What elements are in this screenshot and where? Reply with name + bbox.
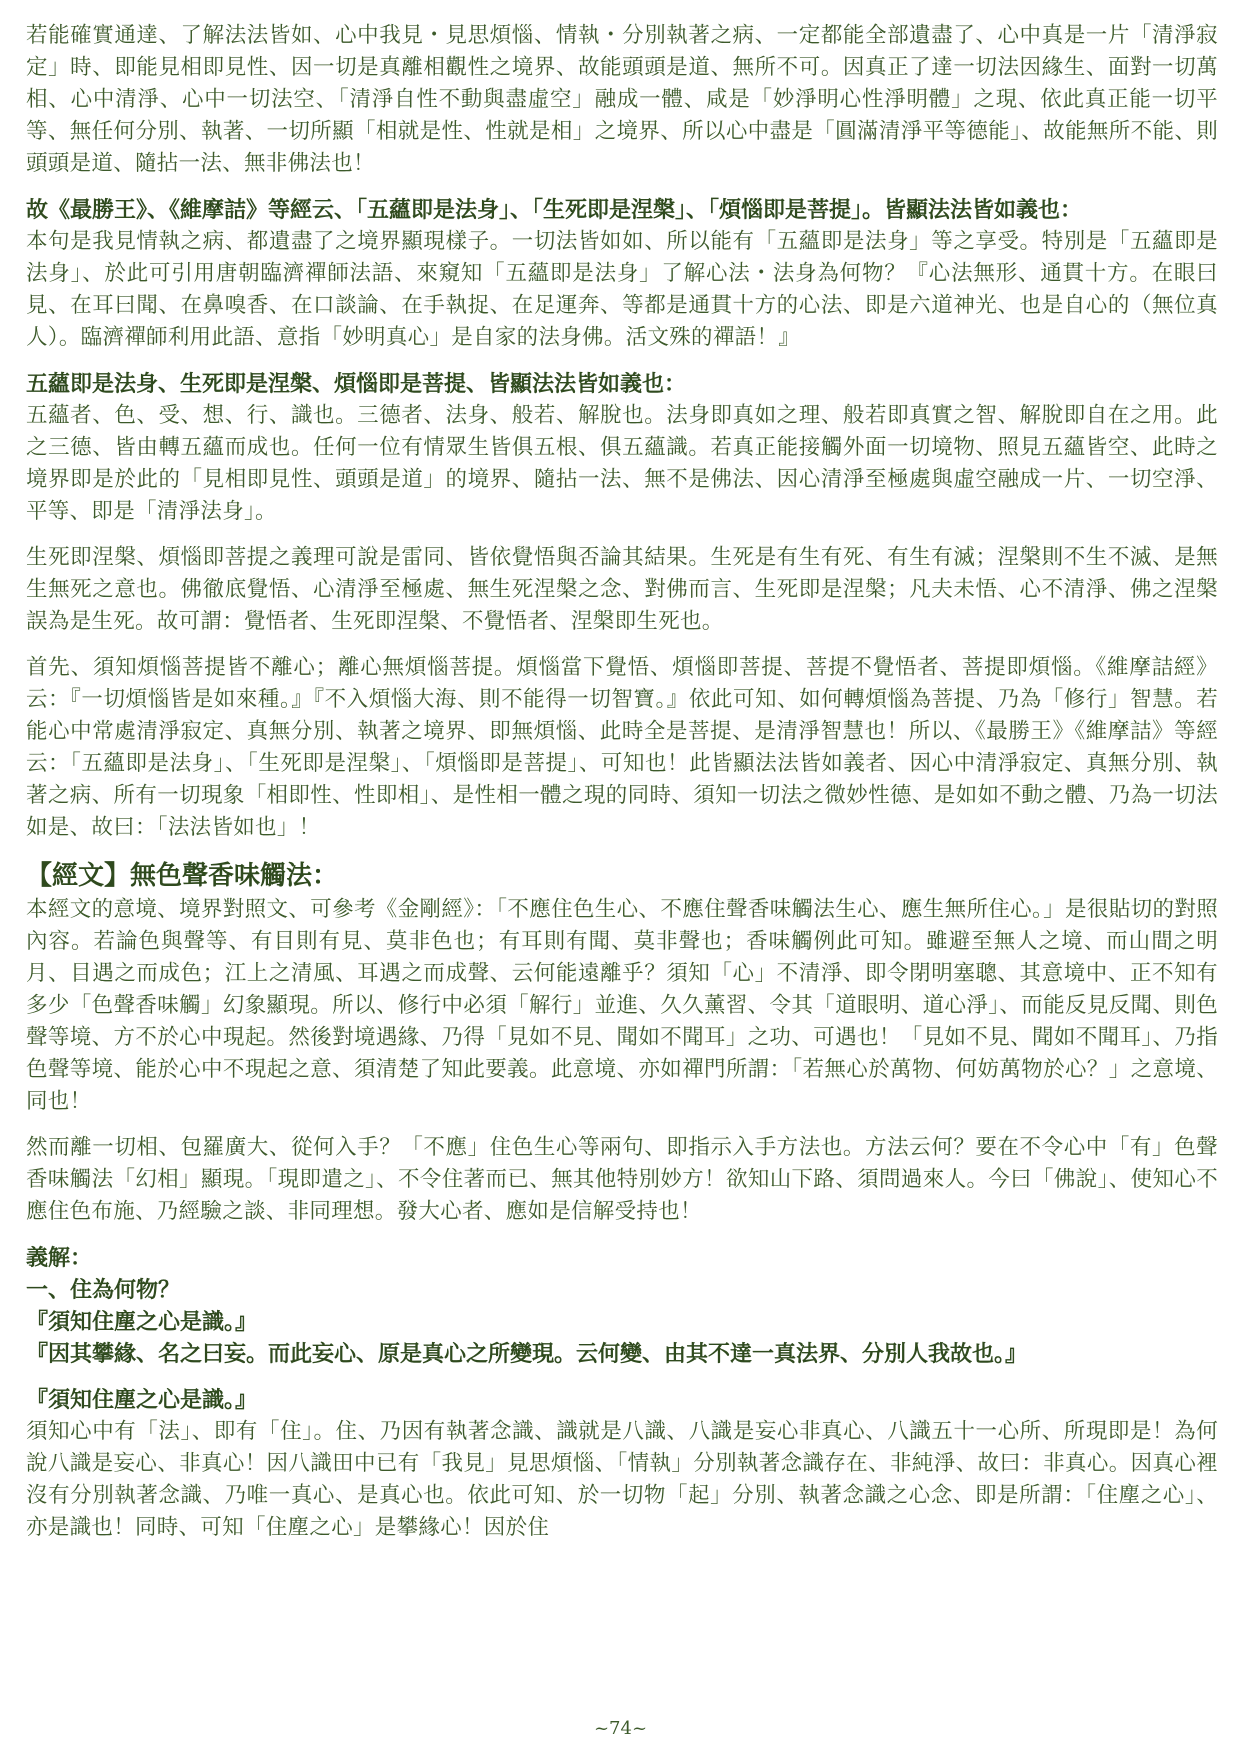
section-heading-3: 義解： xyxy=(26,1245,93,1271)
page-body xyxy=(26,20,1218,1544)
paragraph-1: 若能確實通達、了解法法皆如、心中我見・見思煩惱、情執・分別執著之病、一定都能全部遺盡了、心中真是一片「清淨寂定」時、即能見相即見性、因一切是真離相觀性之境界、故能頭頭是道、無所不可。因真正了達一切法因緣生、面對一切萬相、心中清淨、心中一切法空、「清淨自性不動與盡虛空」融成一體、咸是「妙淨明心性淨明體」之現、依此真正能一切平等、無任何分別、執著、一切所顯「相就是性、性就是相」之境界、所以心中盡是「圓滿清淨平等德能」、故能無所不能、則頭頭是道、隨拈一法、無非佛法也！ xyxy=(26,23,1218,176)
section-heading-4: 一、住為何物？ xyxy=(26,1277,181,1303)
paragraph-7: 然而離一切相、包羅廣大、從何入手？「不應」住色生心等兩句、即指示入手方法也。方法云何？要在不令心中「有」色聲香味觸法「幻相」顯現。「現即遣之」、不令住著而已、無其他特別妙方！欲知山下路、須問過來人。今曰「佛說」、使知心不應住色布施、乃經驗之談、非同理想。發大心者、應如是信解受持也！ xyxy=(26,1135,1218,1224)
quote-heading-2: 『因其攀緣、名之曰妄。而此妄心、原是真心之所變現。云何變、由其不達一真法界、分別人我故也。』 xyxy=(26,1341,1028,1367)
paragraph-5: 首先、須知煩惱菩提皆不離心；離心無煩惱菩提。煩惱當下覺悟、煩惱即菩提、菩提不覺悟者、菩提即煩惱。《維摩詰經》云：『一切煩惱皆是如來種。』『不入煩惱大海、則不能得一切智寶。』依此可知、如何轉煩惱為菩提、乃為「修行」智慧。若能心中常處清淨寂定、真無分別、執著之境界、即無煩惱、此時全是菩提、是清淨智慧也！所以、《最勝王》《維摩詰》等經云：「五蘊即是法身」、「生死即是涅槃」、「煩惱即是菩提」、可知也！此皆顯法法皆如義者、因心中清淨寂定、真無分別、執著之病、所有一切現象「相即性、性即相」、是性相一體之現的同時、須知一切法之微妙性德、是如如不動之體、乃為一切法如是、故曰：「法法皆如也」！ xyxy=(26,655,1218,840)
paragraph-6: 本經文的意境、境界對照文、可參考《金剛經》：「不應住色生心、不應住聲香味觸法生心、應生無所住心。」是很貼切的對照內容。若論色與聲等、有目則有見、莫非色也；有耳則有聞、莫非聲也；香味觸例此可知。雖避至無人之境、而山間之明月、目遇之而成色；江上之清風、耳遇之而成聲、云何能遠離乎？須知「心」不清淨、即令閉明塞聰、其意境中、正不知有多少「色聲香味觸」幻象顯現。所以、修行中必須「解行」並進、久久薰習、令其「道眼明、道心淨」、而能反見反聞、則色聲等境、方不於心中現起。然後對境遇緣、乃得「見如不見、聞如不聞耳」之功、可遇也！「見如不見、聞如不聞耳」、乃指色聲等境、能於心中不現起之意、須清楚了知此要義。此意境、亦如禪門所謂：「若無心於萬物、何妨萬物於心？」之意境、同也！ xyxy=(26,897,1218,1114)
paragraph-4: 生死即涅槃、煩惱即菩提之義理可說是雷同、皆依覺悟與否論其結果。生死是有生有死、有生有滅；涅槃則不生不滅、是無生無死之意也。佛徹底覺悟、心清淨至極處、無生死涅槃之念、對佛而言、生死即是涅槃；凡夫未悟、心不清淨、佛之涅槃誤為是生死。故可謂：覺悟者、生死即涅槃、不覺悟者、涅槃即生死也。 xyxy=(26,545,1218,634)
paragraph-2: 本句是我見情執之病、都遺盡了之境界顯現樣子。一切法皆如如、所以能有「五蘊即是法身」等之享受。特別是「五蘊即是法身」、於此可引用唐朝臨濟禪師法語、來窺知「五蘊即是法身」了解心法・法身為何物？『心法無形、通貫十方。在眼曰見、在耳曰聞、在鼻嗅香、在口談論、在手執捉、在足運奔、等都是通貫十方的心法、即是六道神光、也是自心的（無位真人）。臨濟禪師利用此語、意指「妙明真心」是自家的法身佛。活文殊的禪語！』 xyxy=(26,229,1218,350)
paragraph-3: 五蘊者、色、受、想、行、識也。三德者、法身、般若、解脫也。法身即真如之理、般若即真實之智、解脫即自在之用。此之三德、皆由轉五蘊而成也。任何一位有情眾生皆俱五根、俱五蘊識。若真正能接觸外面一切境物、照見五蘊皆空、此時之境界即是於此的「見相即見性、頭頭是道」的境界、隨拈一法、無不是佛法、因心清淨至極處與虛空融成一片、一切空淨、平等、即是「清淨法身」。 xyxy=(26,403,1218,524)
sutra-heading: 【經文】無色聲香味觸法： xyxy=(26,861,339,891)
section-heading-1: 故《最勝王》、《維摩詰》等經云、「五蘊即是法身」、「生死即是涅槃」、「煩惱即是菩提」。皆顯法法皆如義也： xyxy=(26,197,1083,223)
quote-heading-3: 『須知住塵之心是識。』 xyxy=(26,1387,258,1413)
quote-heading-1: 『須知住塵之心是識。』 xyxy=(26,1309,258,1335)
page-number: ~74~ xyxy=(593,1718,648,1739)
section-heading-2: 五蘊即是法身、生死即是涅槃、煩惱即是菩提、皆顯法法皆如義也： xyxy=(26,371,687,397)
paragraph-8: 須知心中有「法」、即有「住」。住、乃因有執著念識、識就是八識、八識是妄心非真心、八識五十一心所、所現即是！為何說八識是妄心、非真心！因八識田中已有「我見」見思煩惱、「情執」分別執著念識存在、非純淨、故曰：非真心。因真心裡沒有分別執著念識、乃唯一真心、是真心也。依此可知、於一切物「起」分別、執著念識之心念、即是所謂：「住塵之心」、亦是識也！同時、可知「住塵之心」是攀緣心！因於住 xyxy=(26,1419,1218,1540)
